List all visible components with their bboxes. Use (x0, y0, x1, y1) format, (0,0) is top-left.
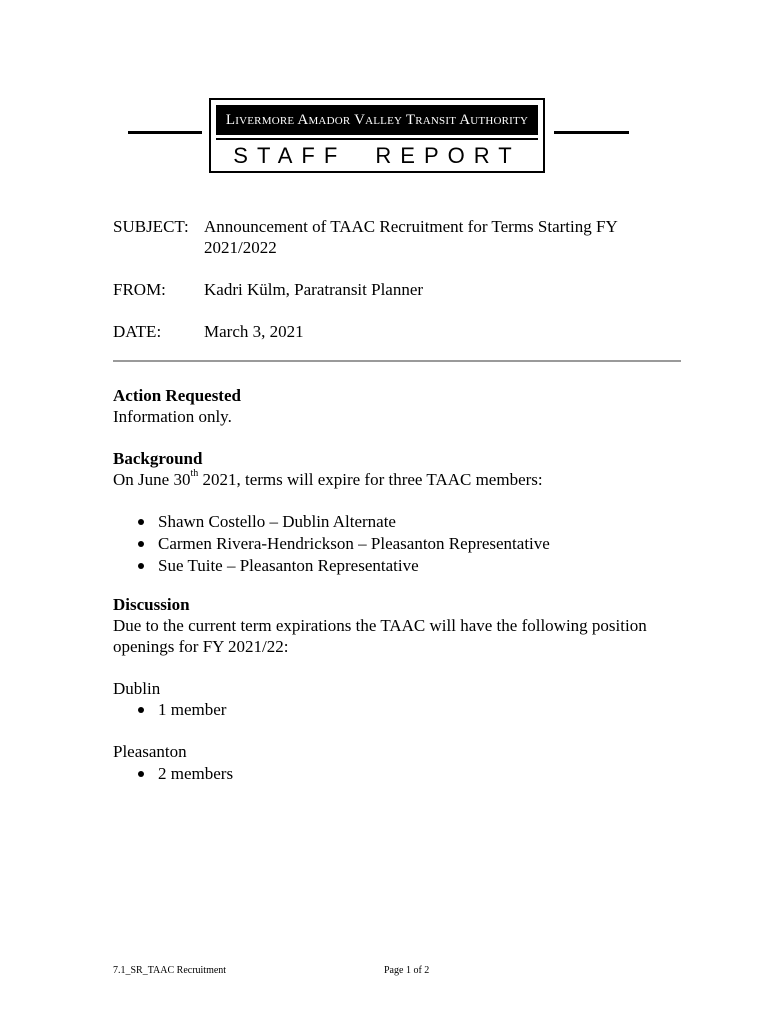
bullet-icon (138, 707, 144, 713)
background-heading: Background (113, 449, 203, 468)
header-rule-left (128, 131, 202, 134)
discussion-heading: Discussion (113, 595, 190, 614)
bullet-icon (138, 563, 144, 569)
subject-value: Announcement of TAAC Recruitment for Terms Starting FY 2021/2022 (204, 217, 618, 257)
list-item: Shawn Costello – Dublin Alternate (113, 511, 673, 533)
subject-label: SUBJECT: (113, 217, 189, 236)
background-intro: On June 30th 2021, terms will expire for three TAAC members: (113, 468, 543, 489)
list-item: 2 members (113, 763, 413, 785)
date-value: March 3, 2021 (204, 322, 304, 341)
header-rule-right (554, 131, 629, 134)
from-label: FROM: (113, 280, 166, 299)
dublin-openings-list (113, 699, 413, 721)
agency-name: Livermore Amador Valley Transit Authority (216, 105, 538, 135)
footer-page-number: Page 1 of 2 (384, 965, 430, 976)
action-requested-text: Information only. (113, 407, 232, 426)
bullet-icon (138, 541, 144, 547)
report-type-title: STAFF REPORT (233, 143, 521, 168)
pleasanton-openings-list (113, 763, 413, 785)
expiring-members-list (113, 511, 673, 577)
list-item: Sue Tuite – Pleasanton Representative (113, 555, 673, 577)
logo-underline (216, 138, 538, 140)
from-value: Kadri Külm, Paratransit Planner (204, 280, 424, 299)
bullet-icon (138, 771, 144, 777)
header-divider (113, 360, 681, 362)
action-requested-heading: Action Requested (113, 386, 241, 405)
footer-file-name: 7.1_SR_TAAC Recruitment (113, 965, 227, 976)
bullet-icon (138, 519, 144, 525)
list-item: Carmen Rivera-Hendrickson – Pleasanton Representative (113, 533, 673, 555)
date-label: DATE: (113, 322, 162, 341)
discussion-text: Due to the current term expirations the TAAC will have the following position openings for FY 2021/22: (113, 616, 647, 656)
pleasanton-label: Pleasanton (113, 742, 187, 761)
list-item: 1 member (113, 699, 413, 721)
dublin-label: Dublin (113, 679, 161, 698)
agency-logo (209, 98, 545, 173)
